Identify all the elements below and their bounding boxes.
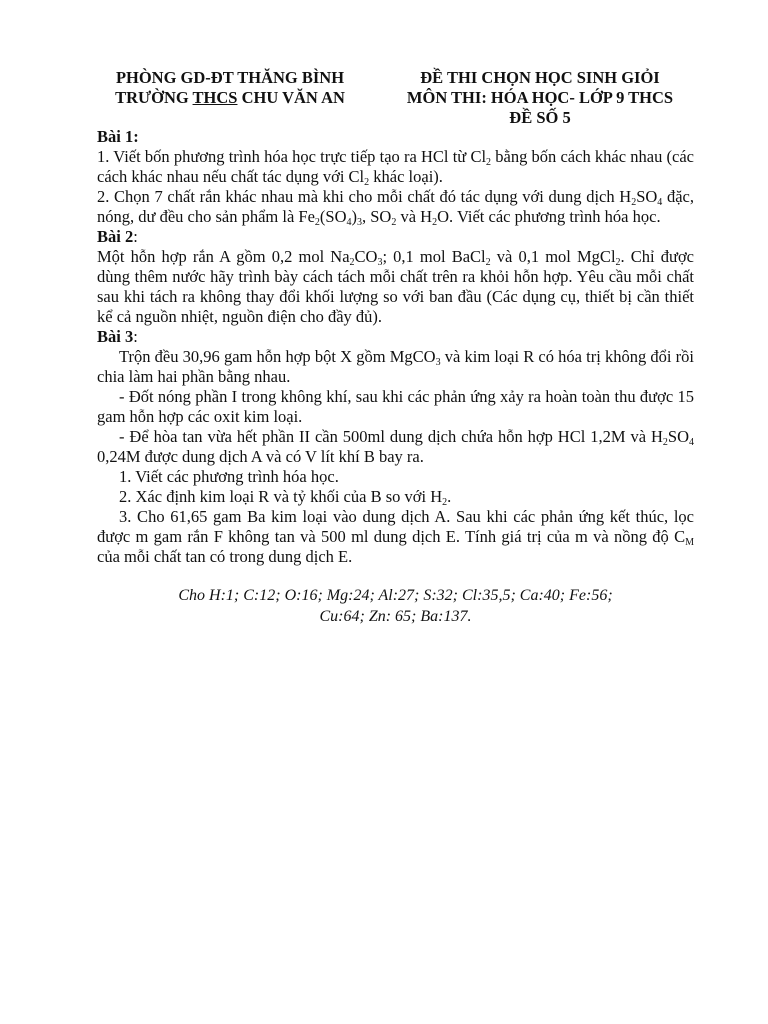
exam-title-block [380, 68, 700, 128]
document-header [0, 68, 768, 128]
atomic-mass-line-2: Cu:64; Zn: 65; Ba:137. [319, 608, 472, 625]
bai1-question-2: 2. Chọn 7 chất rắn khác nhau mà khi cho mỗi chất đó tác dụng với dung dịch $H_2SO_4$ đặc, nóng, dư đều cho sản phẩm là $Fe_2(SO_4)_3$, $SO_2$ và $H_2O$. Viết các phương trình hóa học. [97, 187, 694, 228]
bai1-title: Bài 1: [97, 127, 139, 146]
school-block [80, 68, 380, 108]
exam-title: ĐỀ THI CHỌN HỌC SINH GIỎI [420, 68, 660, 87]
bai3-question-1: 1. Viết các phương trình hóa học. [119, 467, 339, 486]
atomic-mass-note [97, 585, 694, 627]
bai3-question-3: 3. Cho 61,65 gam Ba kim loại vào dung dịch A. Sau khi các phản ứng kết thúc, lọc được m gam rắn F không tan và 500 ml dung dịch E. Tính giá trị của m và nồng độ $C_M$ của mỗi chất tan có trong dung dịch E. [97, 507, 694, 566]
bai1-question-1: 1. Viết bốn phương trình hóa học trực tiếp tạo ra HCl từ $Cl_2$ bằng bốn cách khác nhau (các cách khác nhau nếu chất tác dụng với $Cl_2$ khác loại). [97, 147, 694, 188]
bai3-intro: Trộn đều 30,96 gam hỗn hợp bột X gồm MgCO$_3$ và kim loại R có hóa trị không đổi rồi chia làm hai phần bằng nhau. [97, 347, 694, 386]
bai2-paragraph: Một hỗn hợp rắn A gồm 0,2 mol $Na_2CO_3$; 0,1 mol BaCl$_2$ và 0,1 mol MgCl$_2$. Chỉ được dùng thêm nước hãy trình bày cách tách mỗi chất trên ra khỏi hỗn hợp. Yêu cầu mỗi chất sau khi tách ra không thay đổi khối lượng so với ban đầu (Các dụng cụ, thiết bị cần thiết kể cả nguồn nhiệt, nguồn điện cho đầy đủ). [97, 247, 694, 326]
department-name: PHÒNG GD-ĐT THĂNG BÌNH [115, 68, 345, 87]
exam-subject: MÔN THI: HÓA HỌC- LỚP 9 THCS [406, 88, 674, 107]
bai3-part-2: - Để hòa tan vừa hết phần II cần 500ml dung dịch chứa hỗn hợp HCl 1,2M và $H_2SO_4$ 0,24M được dung dịch A và có V lít khí B bay ra. [97, 427, 694, 466]
exam-body [97, 127, 694, 627]
bai3-question-2: 2. Xác định kim loại R và tỷ khối của B so với $H_2$. [119, 487, 452, 508]
bai3-part-1: - Đốt nóng phần I trong không khí, sau khi các phản ứng xảy ra hoàn toàn thu được 15 gam hỗn hợp các oxit kim loại. [97, 387, 694, 426]
atomic-mass-line-1: Cho H:1; C:12; O:16; Mg:24; Al:27; S:32; Cl:35,5; Ca:40; Fe:56; [178, 587, 613, 604]
bai2-title: Bài 2: [97, 227, 138, 246]
school-name: TRƯỜNG THCS CHU VĂN AN [115, 88, 345, 107]
bai3-title: Bài 3: [97, 327, 138, 346]
exam-number: ĐỀ SỐ 5 [509, 108, 571, 127]
